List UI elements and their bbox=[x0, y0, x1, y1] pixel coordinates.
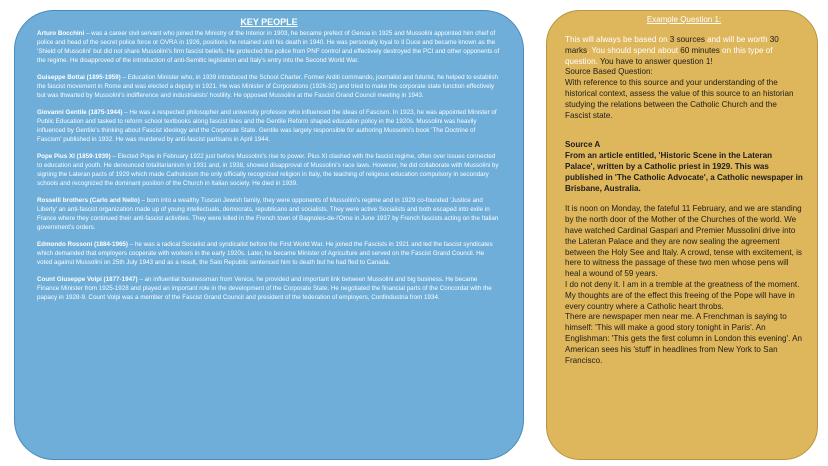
source-caption: From an article entitled, 'Historic Scene in the Lateran Palace', written by a Catholic priest in 1929. This was published in 'The Catholic Advocate', a Catholic newspaper in Brisbane, Australia. bbox=[565, 151, 803, 193]
person-description: – He was a respected philosopher and university professor who influenced the ideas of Fascism. In 1923, he was appointed Minister of Public Education and tasked to reform school textbooks along fascist lines and the Gentile Reform shaped education policy in the 1920s. Mussolini was heavily influenced by Gentile's thinking about Fascist ideology and the Corporate State. Gentile was largely responsible for authoring Mussolini's book 'The Doctrine of Fascism' published in 1932. He was murdered by anti-fascist partisans in April 1944. bbox=[37, 108, 497, 144]
person-description: – Education Minister who, in 1939 introduced the School Charter. Former Arditi commando, journalist and futurist, he helped to establish the fascist movement in Rome and was elected a deputy in 1921. He was Minister of Corporations (1926-32) and tried to make the corporate state function effectively but was thwarted by Mussolini's indifference and industrialists' hostility. He opposed Mussolini at the Fascist Grand Council meeting in 1943. bbox=[37, 73, 499, 100]
key-people-title: KEY PEOPLE bbox=[240, 17, 298, 27]
source-paragraph: It is noon on Monday, the fateful 11 February, and we are standing by the north door of the Mother of the Churches of the world. We have watched Cardinal Gaspari and Premier Mussolini drive into the Lateran Palace and they are now sealing the agreement between the Holy See and Italy. A crowd, tense with excitement, is here to witness the passage of these two men whose pens will heal a wound of 59 years. bbox=[565, 204, 802, 279]
sbq-text: With reference to this source and your understanding of the historical context, assess the value of this source to an historian studying the relations between the Catholic Church and the Fascist state. bbox=[565, 78, 794, 120]
question-intro: This will always be based on 3 sources and will be worth 30 marks. You should spend about 60 minutes on this type of question. You have to answer question 1! bbox=[565, 35, 779, 66]
person-description: – was a career civil servant who joined the Ministry of the Interior in 1903, he became prefect of Genoa in 1925 and Mussolini appointed him chief of police and head of the secret police force or OVRA in 1926, positions he retained until his death in 1940. He was personally loyal to Il Duce and became known as the 'Shield of Mussolini' but did not share Mussolini's firm fascist beliefs. He protected the police from PNF control and effectively destroyed the PCI and other opponents of the regime. He disapproved of the introduction of anti-Semitic legislation and Italy's entry into the Second World War. bbox=[37, 30, 500, 65]
person-entry bbox=[37, 73, 501, 100]
person-entry bbox=[37, 240, 501, 267]
person-name: Edmondo Rossoni (1884-1965) bbox=[37, 240, 128, 248]
person-description: – an influential businessman from Venice, he provided and important link between Mussolini and big business. He became Finance Minister from 1925-1928 and played an important role in the development of the Corporate State. He negotiated the financial parts of the Concordat with the papacy in 1928-9. Count Volpi was a member of the Fascist Grand Council and president of the federation of employers, Confindustria from 1934. bbox=[37, 275, 492, 301]
person-entry bbox=[37, 275, 501, 302]
person-name: Guiseppe Bottai (1895-1959) bbox=[37, 73, 121, 81]
person-name: Count Giuseppe Volpi (1877-1947) bbox=[37, 275, 138, 283]
person-entry bbox=[37, 108, 501, 144]
sbq-label: Source Based Question: bbox=[565, 67, 653, 77]
person-name: Giovanni Gentile (1875-1944) bbox=[37, 108, 123, 116]
source-paragraph: There are newspaper men near me. A Frenchman is saying to himself: 'This will make a good story tonight in Paris'. An Englishman: 'This gets the first column in London this evening'. An American sees his 'stuff' in headlines from New York to San Francisco. bbox=[565, 312, 803, 365]
person-entry bbox=[37, 196, 501, 232]
person-description: – Elected Pope in February 1922 just before Mussolini's rise to power. Pius XI clashed with the fascist regime, often over issues connected to education and youth. He denounced totalitarianism in 1931 and, in 1938, showed disapproval of Mussolini's race laws. However, he did collaborate with Mussolini by signing the Lateran pacts of 1929 which made Catholicism the only officially recognized religion in Italy, the teaching of religious education compulsory in secondary schools and recognized the dominant position of the Church in Italian society. He died in 1939. bbox=[37, 152, 499, 188]
source-label: Source A bbox=[565, 140, 601, 150]
person-entry bbox=[37, 152, 501, 188]
person-description: – born into a wealthy Tuscan Jewish family, they were opponents of Mussolini's regime and in 1929 co-founded 'Justice and Liberty' an anti-fascist organization made up of young intellectuals, democrats, republicans and socialists. They were active Socialists and both escaped into exile in France where they continued their anti-fascist activities. They were killed in the French town of Bagnoles-de-l'Orne in June 1937 by French fascists acting on the Italian government's orders. bbox=[37, 196, 499, 232]
person-name: Rosselli brothers (Carlo and Nello) bbox=[37, 196, 140, 204]
key-people-panel bbox=[14, 10, 524, 460]
person-description: – he was a radical Socialist and syndicalist before the First World War. He joined the Fascists in 1921 and led the fascist syndicates which demanded that employers cooperate with workers in the early 1920s. Later, he became Minister of Agriculture and served on the Fascist Grand Council. He voted against Mussolini on 25th July 1943 and as a result, the Salo Republic sentenced him to death but he had fled to Canada. bbox=[37, 240, 493, 266]
source-paragraph: I do not deny it. I am in a tremble at the greatness of the moment. My thoughts are of the effect this freeing of the Pope will have in every country where a Catholic heart throbs. bbox=[565, 279, 800, 311]
person-entry bbox=[37, 29, 501, 65]
person-name: Arturo Bocchini bbox=[37, 30, 85, 37]
person-name: Pope Pius XI (1859-1939) bbox=[37, 152, 111, 160]
example-question-panel bbox=[546, 10, 818, 460]
question-title: Example Question 1: bbox=[646, 15, 722, 24]
